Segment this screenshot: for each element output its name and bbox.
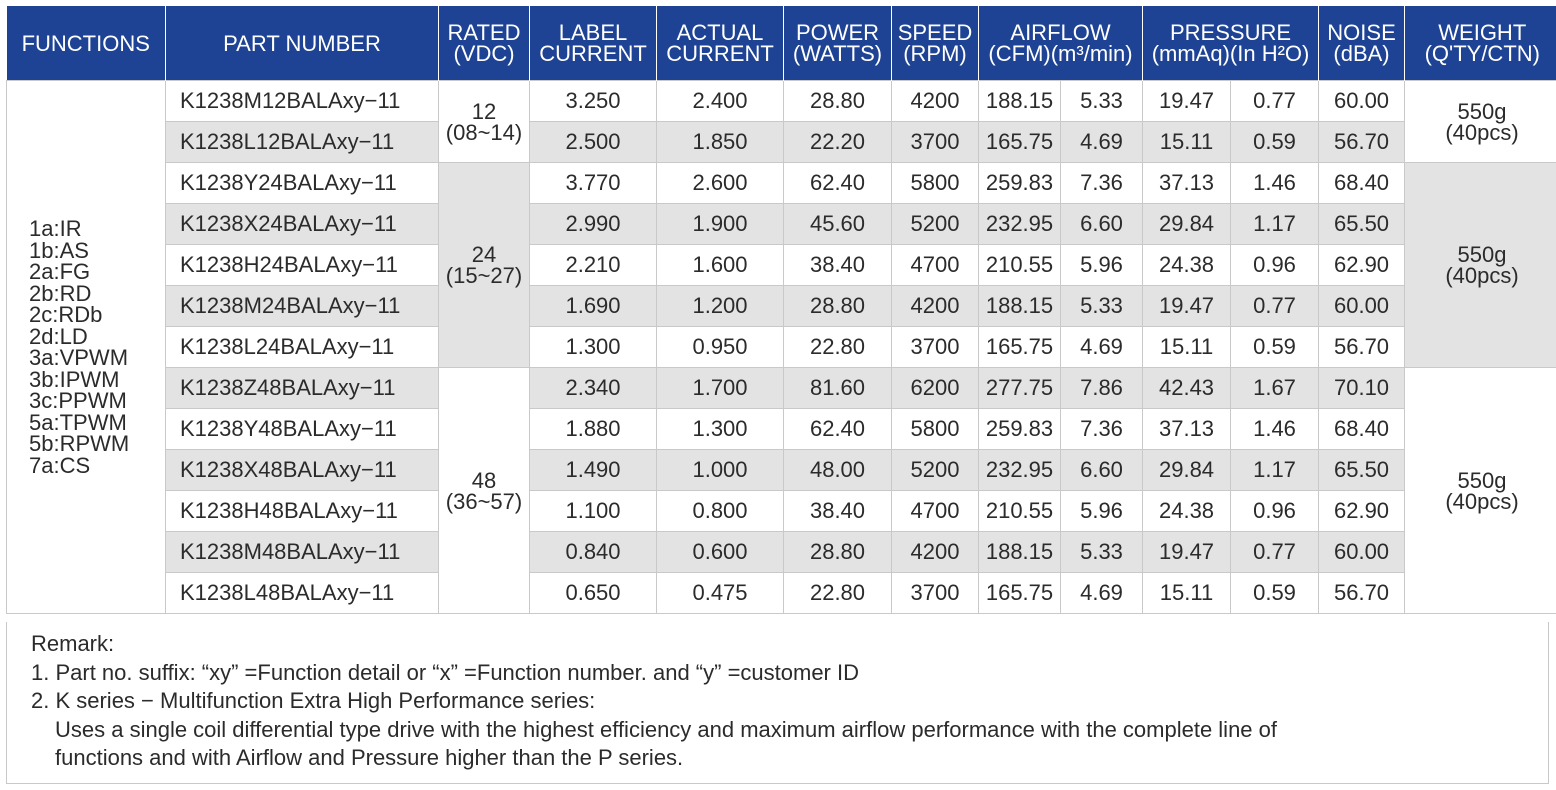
actual-current-cell: 1.850	[657, 122, 784, 163]
airflow-cfm-cell: 188.15	[979, 532, 1061, 573]
function-item: 2c:RDb	[29, 302, 103, 327]
header-speed: SPEED (RPM)	[892, 6, 979, 81]
table-row	[7, 286, 1556, 327]
airflow-cfm-cell: 210.55	[979, 491, 1061, 532]
rated-voltage-cell: 12 (08~14)	[439, 81, 530, 163]
power-cell: 22.80	[784, 327, 892, 368]
airflow-m3-cell: 5.96	[1061, 491, 1143, 532]
airflow-m3-cell: 4.69	[1061, 573, 1143, 614]
header-label-current: LABEL CURRENT	[530, 6, 657, 81]
part-number-cell: K1238H24BALAxy−11	[166, 245, 439, 286]
label-current-cell: 2.340	[530, 368, 657, 409]
spec-table-container	[6, 6, 1549, 614]
part-number-cell: K1238L24BALAxy−11	[166, 327, 439, 368]
pressure-mmaq-cell: 15.11	[1143, 327, 1231, 368]
pressure-inh2o-cell: 0.59	[1231, 573, 1319, 614]
function-item: 2d:LD	[29, 323, 88, 349]
airflow-m3-cell: 7.36	[1061, 163, 1143, 204]
speed-cell: 4200	[892, 532, 979, 573]
actual-current-cell: 0.950	[657, 327, 784, 368]
airflow-m3-cell: 5.33	[1061, 81, 1143, 122]
noise-cell: 65.50	[1319, 204, 1405, 245]
remark-line: 2. K series − Multifunction Extra High Performance series:	[31, 688, 596, 713]
part-number-cell: K1238M48BALAxy−11	[166, 532, 439, 573]
noise-cell: 60.00	[1319, 81, 1405, 122]
remarks-section	[6, 622, 1549, 784]
pressure-mmaq-cell: 29.84	[1143, 204, 1231, 245]
actual-current-cell: 1.600	[657, 245, 784, 286]
pressure-inh2o-cell: 1.67	[1231, 368, 1319, 409]
speed-cell: 4700	[892, 245, 979, 286]
speed-cell: 4200	[892, 286, 979, 327]
function-item: 5a:TPWM	[29, 409, 127, 435]
airflow-cfm-cell: 259.83	[979, 409, 1061, 450]
speed-cell: 5800	[892, 163, 979, 204]
actual-current-cell: 0.800	[657, 491, 784, 532]
part-number-cell: K1238M24BALAxy−11	[166, 286, 439, 327]
power-cell: 45.60	[784, 204, 892, 245]
pressure-mmaq-cell: 24.38	[1143, 491, 1231, 532]
noise-cell: 70.10	[1319, 368, 1405, 409]
pressure-mmaq-cell: 42.43	[1143, 368, 1231, 409]
pressure-mmaq-cell: 19.47	[1143, 532, 1231, 573]
airflow-cfm-cell: 232.95	[979, 204, 1061, 245]
pressure-inh2o-cell: 0.77	[1231, 286, 1319, 327]
weight-cell: 550g (40pcs)	[1405, 368, 1556, 614]
speed-cell: 5800	[892, 409, 979, 450]
table-row	[7, 491, 1556, 532]
airflow-cfm-cell: 188.15	[979, 286, 1061, 327]
airflow-cfm-cell: 277.75	[979, 368, 1061, 409]
part-number-cell: K1238X24BALAxy−11	[166, 204, 439, 245]
pressure-mmaq-cell: 19.47	[1143, 286, 1231, 327]
power-cell: 28.80	[784, 286, 892, 327]
airflow-cfm-cell: 188.15	[979, 81, 1061, 122]
airflow-m3-cell: 6.60	[1061, 204, 1143, 245]
power-cell: 22.20	[784, 122, 892, 163]
part-number-cell: K1238L12BALAxy−11	[166, 122, 439, 163]
label-current-cell: 1.490	[530, 450, 657, 491]
table-row	[7, 409, 1556, 450]
pressure-mmaq-cell: 15.11	[1143, 573, 1231, 614]
power-cell: 22.80	[784, 573, 892, 614]
airflow-cfm-cell: 165.75	[979, 573, 1061, 614]
noise-cell: 56.70	[1319, 122, 1405, 163]
table-row	[7, 450, 1556, 491]
pressure-mmaq-cell: 29.84	[1143, 450, 1231, 491]
label-current-cell: 1.880	[530, 409, 657, 450]
noise-cell: 68.40	[1319, 409, 1405, 450]
pressure-mmaq-cell: 37.13	[1143, 163, 1231, 204]
speed-cell: 4200	[892, 81, 979, 122]
pressure-inh2o-cell: 1.46	[1231, 409, 1319, 450]
label-current-cell: 2.990	[530, 204, 657, 245]
table-row	[7, 204, 1556, 245]
airflow-m3-cell: 7.36	[1061, 409, 1143, 450]
remark-line: Uses a single coil differential type drive with the highest efficiency and maximum airflow performance with the complete line of	[55, 716, 1277, 742]
part-number-cell: K1238Y48BALAxy−11	[166, 409, 439, 450]
power-cell: 81.60	[784, 368, 892, 409]
airflow-m3-cell: 5.33	[1061, 532, 1143, 573]
function-item: 1a:IR	[29, 216, 82, 241]
table-row	[7, 245, 1556, 286]
airflow-cfm-cell: 259.83	[979, 163, 1061, 204]
label-current-cell: 2.210	[530, 245, 657, 286]
fan-spec-table	[6, 6, 1556, 614]
pressure-mmaq-cell: 19.47	[1143, 81, 1231, 122]
header-airflow: AIRFLOW (CFM)(m³/min)	[979, 6, 1143, 81]
power-cell: 38.40	[784, 245, 892, 286]
actual-current-cell: 1.300	[657, 409, 784, 450]
functions-list-cell	[7, 81, 166, 614]
label-current-cell: 2.500	[530, 122, 657, 163]
pressure-inh2o-cell: 1.46	[1231, 163, 1319, 204]
part-number-cell: K1238Y24BALAxy−11	[166, 163, 439, 204]
table-row	[7, 327, 1556, 368]
power-cell: 62.40	[784, 163, 892, 204]
header-part-number: PART NUMBER	[166, 6, 439, 81]
noise-cell: 62.90	[1319, 491, 1405, 532]
noise-cell: 62.90	[1319, 245, 1405, 286]
header-pressure: PRESSURE (mmAq)(In H²O)	[1143, 6, 1319, 81]
part-number-cell: K1238X48BALAxy−11	[166, 450, 439, 491]
function-item: 1b:AS	[29, 237, 89, 263]
function-item: 3a:VPWM	[29, 345, 129, 370]
actual-current-cell: 0.600	[657, 532, 784, 573]
table-row	[7, 81, 1556, 122]
remarks-title: Remark:	[31, 631, 115, 656]
header-weight: WEIGHT (Q'TY/CTN)	[1405, 6, 1556, 81]
pressure-inh2o-cell: 0.59	[1231, 122, 1319, 163]
airflow-m3-cell: 5.96	[1061, 245, 1143, 286]
noise-cell: 65.50	[1319, 450, 1405, 491]
pressure-mmaq-cell: 15.11	[1143, 122, 1231, 163]
noise-cell: 60.00	[1319, 532, 1405, 573]
power-cell: 38.40	[784, 491, 892, 532]
noise-cell: 56.70	[1319, 573, 1405, 614]
airflow-m3-cell: 7.86	[1061, 368, 1143, 409]
actual-current-cell: 1.700	[657, 368, 784, 409]
speed-cell: 3700	[892, 122, 979, 163]
airflow-cfm-cell: 165.75	[979, 122, 1061, 163]
airflow-m3-cell: 4.69	[1061, 327, 1143, 368]
function-item: 3c:PPWM	[29, 388, 127, 413]
part-number-cell: K1238L48BALAxy−11	[166, 573, 439, 614]
label-current-cell: 1.300	[530, 327, 657, 368]
speed-cell: 3700	[892, 327, 979, 368]
actual-current-cell: 2.600	[657, 163, 784, 204]
pressure-inh2o-cell: 0.77	[1231, 81, 1319, 122]
speed-cell: 3700	[892, 573, 979, 614]
speed-cell: 6200	[892, 368, 979, 409]
part-number-cell: K1238H48BALAxy−11	[166, 491, 439, 532]
speed-cell: 4700	[892, 491, 979, 532]
pressure-inh2o-cell: 0.77	[1231, 532, 1319, 573]
pressure-inh2o-cell: 0.96	[1231, 245, 1319, 286]
header-actual-current: ACTUAL CURRENT	[657, 6, 784, 81]
header-functions: FUNCTIONS	[7, 6, 166, 81]
weight-cell: 550g (40pcs)	[1405, 81, 1556, 163]
label-current-cell: 1.690	[530, 286, 657, 327]
noise-cell: 56.70	[1319, 327, 1405, 368]
power-cell: 48.00	[784, 450, 892, 491]
power-cell: 62.40	[784, 409, 892, 450]
power-cell: 28.80	[784, 532, 892, 573]
weight-cell: 550g (40pcs)	[1405, 163, 1556, 368]
speed-cell: 5200	[892, 450, 979, 491]
airflow-m3-cell: 4.69	[1061, 122, 1143, 163]
label-current-cell: 1.100	[530, 491, 657, 532]
table-row	[7, 532, 1556, 573]
airflow-cfm-cell: 165.75	[979, 327, 1061, 368]
pressure-mmaq-cell: 24.38	[1143, 245, 1231, 286]
table-row	[7, 163, 1556, 204]
power-cell: 28.80	[784, 81, 892, 122]
table-row	[7, 122, 1556, 163]
speed-cell: 5200	[892, 204, 979, 245]
actual-current-cell: 2.400	[657, 81, 784, 122]
label-current-cell: 3.770	[530, 163, 657, 204]
actual-current-cell: 0.475	[657, 573, 784, 614]
airflow-m3-cell: 5.33	[1061, 286, 1143, 327]
label-current-cell: 3.250	[530, 81, 657, 122]
function-item: 2b:RD	[29, 280, 92, 306]
pressure-inh2o-cell: 0.59	[1231, 327, 1319, 368]
rated-voltage-cell: 48 (36~57)	[439, 368, 530, 614]
pressure-inh2o-cell: 1.17	[1231, 204, 1319, 245]
label-current-cell: 0.840	[530, 532, 657, 573]
function-item: 5b:RPWM	[29, 431, 130, 456]
function-item: 3b:IPWM	[29, 366, 120, 392]
function-item: 7a:CS	[29, 452, 91, 478]
actual-current-cell: 1.900	[657, 204, 784, 245]
pressure-mmaq-cell: 37.13	[1143, 409, 1231, 450]
actual-current-cell: 1.200	[657, 286, 784, 327]
header-noise: NOISE (dBA)	[1319, 6, 1405, 81]
label-current-cell: 0.650	[530, 573, 657, 614]
airflow-cfm-cell: 210.55	[979, 245, 1061, 286]
airflow-m3-cell: 6.60	[1061, 450, 1143, 491]
remark-line: 1. Part no. suffix: “xy” =Function detail or “x” =Function number. and “y” =customer ID	[31, 659, 859, 685]
table-header-row	[7, 6, 1556, 81]
part-number-cell: K1238Z48BALAxy−11	[166, 368, 439, 409]
header-power: POWER (WATTS)	[784, 6, 892, 81]
pressure-inh2o-cell: 1.17	[1231, 450, 1319, 491]
remark-line: functions and with Airflow and Pressure higher than the P series.	[55, 745, 684, 770]
table-row	[7, 368, 1556, 409]
airflow-cfm-cell: 232.95	[979, 450, 1061, 491]
part-number-cell: K1238M12BALAxy−11	[166, 81, 439, 122]
noise-cell: 60.00	[1319, 286, 1405, 327]
actual-current-cell: 1.000	[657, 450, 784, 491]
pressure-inh2o-cell: 0.96	[1231, 491, 1319, 532]
function-item: 2a:FG	[29, 259, 91, 284]
rated-voltage-cell: 24 (15~27)	[439, 163, 530, 368]
table-body	[7, 81, 1556, 614]
header-rated: RATED (VDC)	[439, 6, 530, 81]
table-row	[7, 573, 1556, 614]
noise-cell: 68.40	[1319, 163, 1405, 204]
